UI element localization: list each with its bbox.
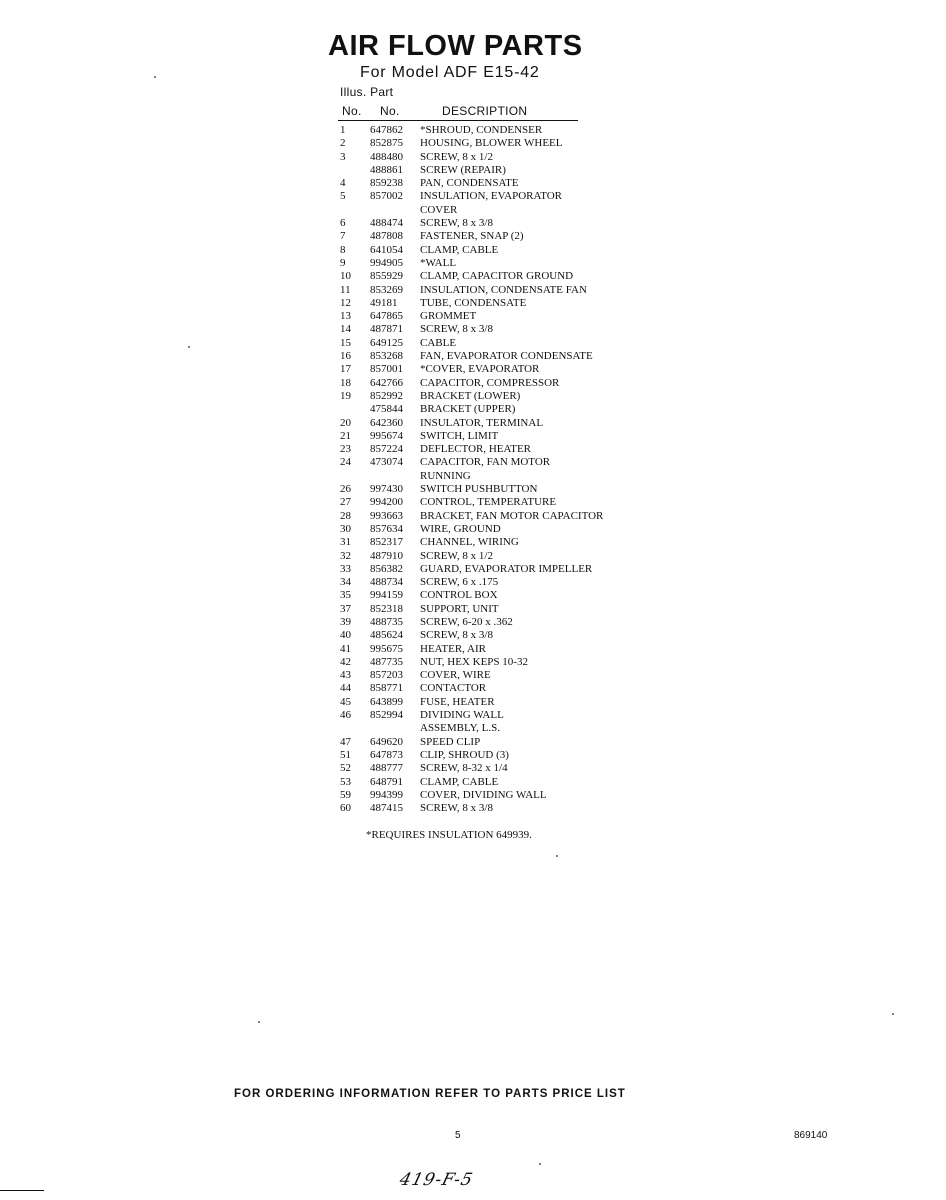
illus-number: 44 <box>340 682 351 695</box>
parts-row <box>340 363 640 376</box>
part-number: 995675 <box>370 642 403 655</box>
illus-number: 10 <box>340 270 351 283</box>
part-number: 642766 <box>370 376 403 389</box>
scan-speck <box>556 855 558 857</box>
parts-row <box>340 576 640 589</box>
part-description: SPEED CLIP <box>420 735 481 748</box>
part-description: COVER, WIRE <box>420 669 491 682</box>
part-number: 485624 <box>370 629 403 642</box>
part-description: DEFLECTOR, HEATER <box>420 443 532 456</box>
parts-row <box>340 164 640 177</box>
illus-number: 11 <box>340 283 351 296</box>
part-number: 997430 <box>370 483 403 496</box>
parts-row <box>340 510 640 523</box>
part-number: 859238 <box>370 177 403 190</box>
parts-row <box>340 124 640 137</box>
parts-row <box>340 789 640 802</box>
scan-speck <box>539 1163 541 1165</box>
illus-number: 37 <box>340 602 351 615</box>
illus-number: 4 <box>340 177 346 190</box>
parts-row <box>340 776 640 789</box>
part-number: 488777 <box>370 762 403 775</box>
parts-row <box>340 177 640 190</box>
part-description: *COVER, EVAPORATOR <box>420 363 540 376</box>
part-number: 857002 <box>370 190 403 203</box>
parts-row <box>340 470 640 483</box>
part-description: GROMMET <box>420 310 477 323</box>
illus-number: 53 <box>340 775 351 788</box>
illus-number: 15 <box>340 336 351 349</box>
part-description: INSULATOR, TERMINAL <box>420 416 544 429</box>
illus-number: 40 <box>340 629 351 642</box>
scan-speck <box>188 346 190 348</box>
part-number: 487910 <box>370 549 403 562</box>
part-number: 647873 <box>370 748 403 761</box>
part-description: HOUSING, BLOWER WHEEL <box>420 137 563 150</box>
parts-row <box>340 310 640 323</box>
parts-row <box>340 297 640 310</box>
parts-row <box>340 616 640 629</box>
insulation-footnote: *REQUIRES INSULATION 649939. <box>366 829 532 841</box>
parts-row <box>340 190 640 203</box>
part-description: SWITCH, LIMIT <box>420 429 499 442</box>
part-number: 488474 <box>370 217 403 230</box>
part-number: 488734 <box>370 576 403 589</box>
part-number: 852994 <box>370 709 403 722</box>
part-number: 852875 <box>370 137 403 150</box>
part-description: HEATER, AIR <box>420 642 486 655</box>
ordering-note: FOR ORDERING INFORMATION REFER TO PARTS PRICE LIST <box>234 1088 626 1100</box>
part-number: 855929 <box>370 270 403 283</box>
part-no-header: No. <box>380 104 400 118</box>
part-number: 648791 <box>370 775 403 788</box>
illus-number: 2 <box>340 137 346 150</box>
part-description: BRACKET (LOWER) <box>420 389 521 402</box>
illus-number: 7 <box>340 230 346 243</box>
illus-number: 45 <box>340 695 351 708</box>
part-description: SCREW, 8 x 3/8 <box>420 217 493 230</box>
illus-number: 8 <box>340 243 346 256</box>
illus-number: 16 <box>340 350 351 363</box>
parts-row <box>340 669 640 682</box>
part-description: CLIP, SHROUD (3) <box>420 748 509 761</box>
parts-row <box>340 257 640 270</box>
illus-number: 5 <box>340 190 346 203</box>
part-number: 995674 <box>370 429 403 442</box>
part-number: 853268 <box>370 350 403 363</box>
parts-row <box>340 377 640 390</box>
part-description: SWITCH PUSHBUTTON <box>420 483 538 496</box>
parts-row <box>340 722 640 735</box>
part-number: 994905 <box>370 256 403 269</box>
part-description: SCREW, 6 x .175 <box>420 576 499 589</box>
parts-row <box>340 802 640 815</box>
illus-number: 43 <box>340 669 351 682</box>
part-number: 993663 <box>370 509 403 522</box>
illus-number: 20 <box>340 416 351 429</box>
part-number: 858771 <box>370 682 403 695</box>
part-number: 857203 <box>370 669 403 682</box>
illus-number: 28 <box>340 509 351 522</box>
parts-row <box>340 682 640 695</box>
part-number: 641054 <box>370 243 403 256</box>
part-description: CLAMP, CABLE <box>420 775 499 788</box>
parts-row <box>340 284 640 297</box>
illus-number: 60 <box>340 802 351 815</box>
illus-number: 27 <box>340 496 351 509</box>
parts-row <box>340 696 640 709</box>
part-description: FAN, EVAPORATOR CONDENSATE <box>420 350 593 363</box>
illus-part-header: Illus. Part <box>340 85 394 99</box>
illus-number: 52 <box>340 762 351 775</box>
parts-row <box>340 550 640 563</box>
illus-number: 6 <box>340 217 346 230</box>
illus-number: 3 <box>340 150 346 163</box>
part-description: INSULATION, EVAPORATOR <box>420 190 562 203</box>
parts-row <box>340 204 640 217</box>
part-description: CLAMP, CAPACITOR GROUND <box>420 270 574 283</box>
part-number: 852318 <box>370 602 403 615</box>
parts-row <box>340 417 640 430</box>
part-number: 994159 <box>370 589 403 602</box>
part-number: 647865 <box>370 310 403 323</box>
illus-number: 23 <box>340 443 351 456</box>
scan-speck <box>154 76 156 78</box>
parts-row <box>340 603 640 616</box>
part-number: 49181 <box>370 296 398 309</box>
part-description: SUPPORT, UNIT <box>420 602 499 615</box>
part-number: 994399 <box>370 788 403 801</box>
part-number: 488480 <box>370 150 403 163</box>
part-description: FASTENER, SNAP (2) <box>420 230 524 243</box>
part-number: 857001 <box>370 363 403 376</box>
parts-row <box>340 390 640 403</box>
illus-number: 31 <box>340 536 351 549</box>
part-description: SCREW, 8 x 3/8 <box>420 323 493 336</box>
part-description: SCREW, 8 x 1/2 <box>420 150 493 163</box>
illus-number: 17 <box>340 363 351 376</box>
part-description: *SHROUD, CONDENSER <box>420 124 543 136</box>
part-description: COVER <box>420 203 458 216</box>
part-description: FUSE, HEATER <box>420 695 495 708</box>
corner-mark <box>0 1190 44 1191</box>
illus-number: 47 <box>340 735 351 748</box>
parts-row <box>340 217 640 230</box>
illus-number: 21 <box>340 429 351 442</box>
parts-row <box>340 456 640 469</box>
illus-number: 14 <box>340 323 351 336</box>
illus-number: 51 <box>340 748 351 761</box>
part-description: RUNNING <box>420 469 471 482</box>
part-number: 473074 <box>370 456 403 469</box>
part-number: 853269 <box>370 283 403 296</box>
part-number: 642360 <box>370 416 403 429</box>
parts-row <box>340 403 640 416</box>
illus-number: 42 <box>340 655 351 668</box>
parts-list <box>340 124 640 815</box>
part-number: 649125 <box>370 336 403 349</box>
part-number: 475844 <box>370 403 403 416</box>
illus-number: 32 <box>340 549 351 562</box>
part-number: 852317 <box>370 536 403 549</box>
illus-number: 41 <box>340 642 351 655</box>
part-number: 487735 <box>370 655 403 668</box>
parts-row <box>340 350 640 363</box>
part-description: SCREW, 8 x 3/8 <box>420 629 493 642</box>
part-description: SCREW (REPAIR) <box>420 163 506 176</box>
part-description: CAPACITOR, FAN MOTOR <box>420 456 551 469</box>
parts-row <box>340 762 640 775</box>
parts-row <box>340 643 640 656</box>
part-description: COVER, DIVIDING WALL <box>420 788 547 801</box>
part-number: 487415 <box>370 802 403 815</box>
part-description: CLAMP, CABLE <box>420 243 499 256</box>
part-description: NUT, HEX KEPS 10-32 <box>420 655 528 668</box>
part-description: CONTROL, TEMPERATURE <box>420 496 557 509</box>
part-description: DIVIDING WALL <box>420 709 504 722</box>
illus-no-header: No. <box>342 104 362 118</box>
illus-number: 12 <box>340 296 351 309</box>
parts-row <box>340 523 640 536</box>
handwritten-note: 419-F-5 <box>397 1170 476 1190</box>
parts-row <box>340 230 640 243</box>
illus-number: 19 <box>340 389 351 402</box>
illus-number: 9 <box>340 256 346 269</box>
part-number: 856382 <box>370 562 403 575</box>
parts-row <box>340 323 640 336</box>
part-description: *WALL <box>420 256 457 269</box>
part-number: 643899 <box>370 695 403 708</box>
parts-row <box>340 749 640 762</box>
parts-row <box>340 244 640 257</box>
illus-number: 26 <box>340 483 351 496</box>
illus-number: 34 <box>340 576 351 589</box>
illus-number: 1 <box>340 124 346 136</box>
illus-number: 33 <box>340 562 351 575</box>
parts-row <box>340 629 640 642</box>
parts-row <box>340 443 640 456</box>
illus-number: 35 <box>340 589 351 602</box>
part-description: BRACKET (UPPER) <box>420 403 516 416</box>
part-description: GUARD, EVAPORATOR IMPELLER <box>420 562 593 575</box>
illus-number: 46 <box>340 709 351 722</box>
part-description: SCREW, 6-20 x .362 <box>420 615 513 628</box>
parts-row <box>340 151 640 164</box>
illus-number: 30 <box>340 522 351 535</box>
part-number: 857634 <box>370 522 403 535</box>
parts-row <box>340 137 640 150</box>
part-description: INSULATION, CONDENSATE FAN <box>420 283 587 296</box>
illus-number: 24 <box>340 456 351 469</box>
part-description: CABLE <box>420 336 457 349</box>
part-description: SCREW, 8 x 1/2 <box>420 549 493 562</box>
part-description: BRACKET, FAN MOTOR CAPACITOR <box>420 509 604 522</box>
part-description: PAN, CONDENSATE <box>420 177 519 190</box>
parts-row <box>340 483 640 496</box>
part-number: 488735 <box>370 615 403 628</box>
description-header: DESCRIPTION <box>442 104 528 118</box>
scan-speck <box>258 1021 260 1023</box>
part-description: WIRE, GROUND <box>420 522 501 535</box>
parts-row <box>340 563 640 576</box>
illus-number: 59 <box>340 788 351 801</box>
illus-number: 13 <box>340 310 351 323</box>
part-description: CAPACITOR, COMPRESSOR <box>420 376 560 389</box>
part-description: CONTACTOR <box>420 682 487 695</box>
parts-row <box>340 270 640 283</box>
part-number: 488861 <box>370 163 403 176</box>
part-description: CHANNEL, WIRING <box>420 536 519 549</box>
parts-row <box>340 709 640 722</box>
parts-row <box>340 656 640 669</box>
part-number: 857224 <box>370 443 403 456</box>
illus-number: 39 <box>340 615 351 628</box>
part-number: 649620 <box>370 735 403 748</box>
part-description: SCREW, 8-32 x 1/4 <box>420 762 508 775</box>
page-number: 5 <box>455 1130 461 1141</box>
part-number: 487871 <box>370 323 403 336</box>
page-title: AIR FLOW PARTS <box>328 30 583 62</box>
part-description: CONTROL BOX <box>420 589 498 602</box>
parts-row <box>340 430 640 443</box>
document-number: 869140 <box>794 1130 828 1141</box>
scan-speck <box>892 1013 894 1015</box>
parts-row <box>340 536 640 549</box>
parts-row <box>340 337 640 350</box>
part-number: 487808 <box>370 230 403 243</box>
illus-number: 18 <box>340 376 351 389</box>
header-divider <box>338 120 578 121</box>
part-number: 647862 <box>370 124 403 136</box>
parts-row <box>340 589 640 602</box>
part-number: 994200 <box>370 496 403 509</box>
parts-row <box>340 496 640 509</box>
part-description: SCREW, 8 x 3/8 <box>420 802 493 815</box>
model-subtitle: For Model ADF E15-42 <box>360 64 540 81</box>
part-description: TUBE, CONDENSATE <box>420 296 527 309</box>
part-description: ASSEMBLY, L.S. <box>420 722 500 735</box>
parts-row <box>340 736 640 749</box>
part-number: 852992 <box>370 389 403 402</box>
